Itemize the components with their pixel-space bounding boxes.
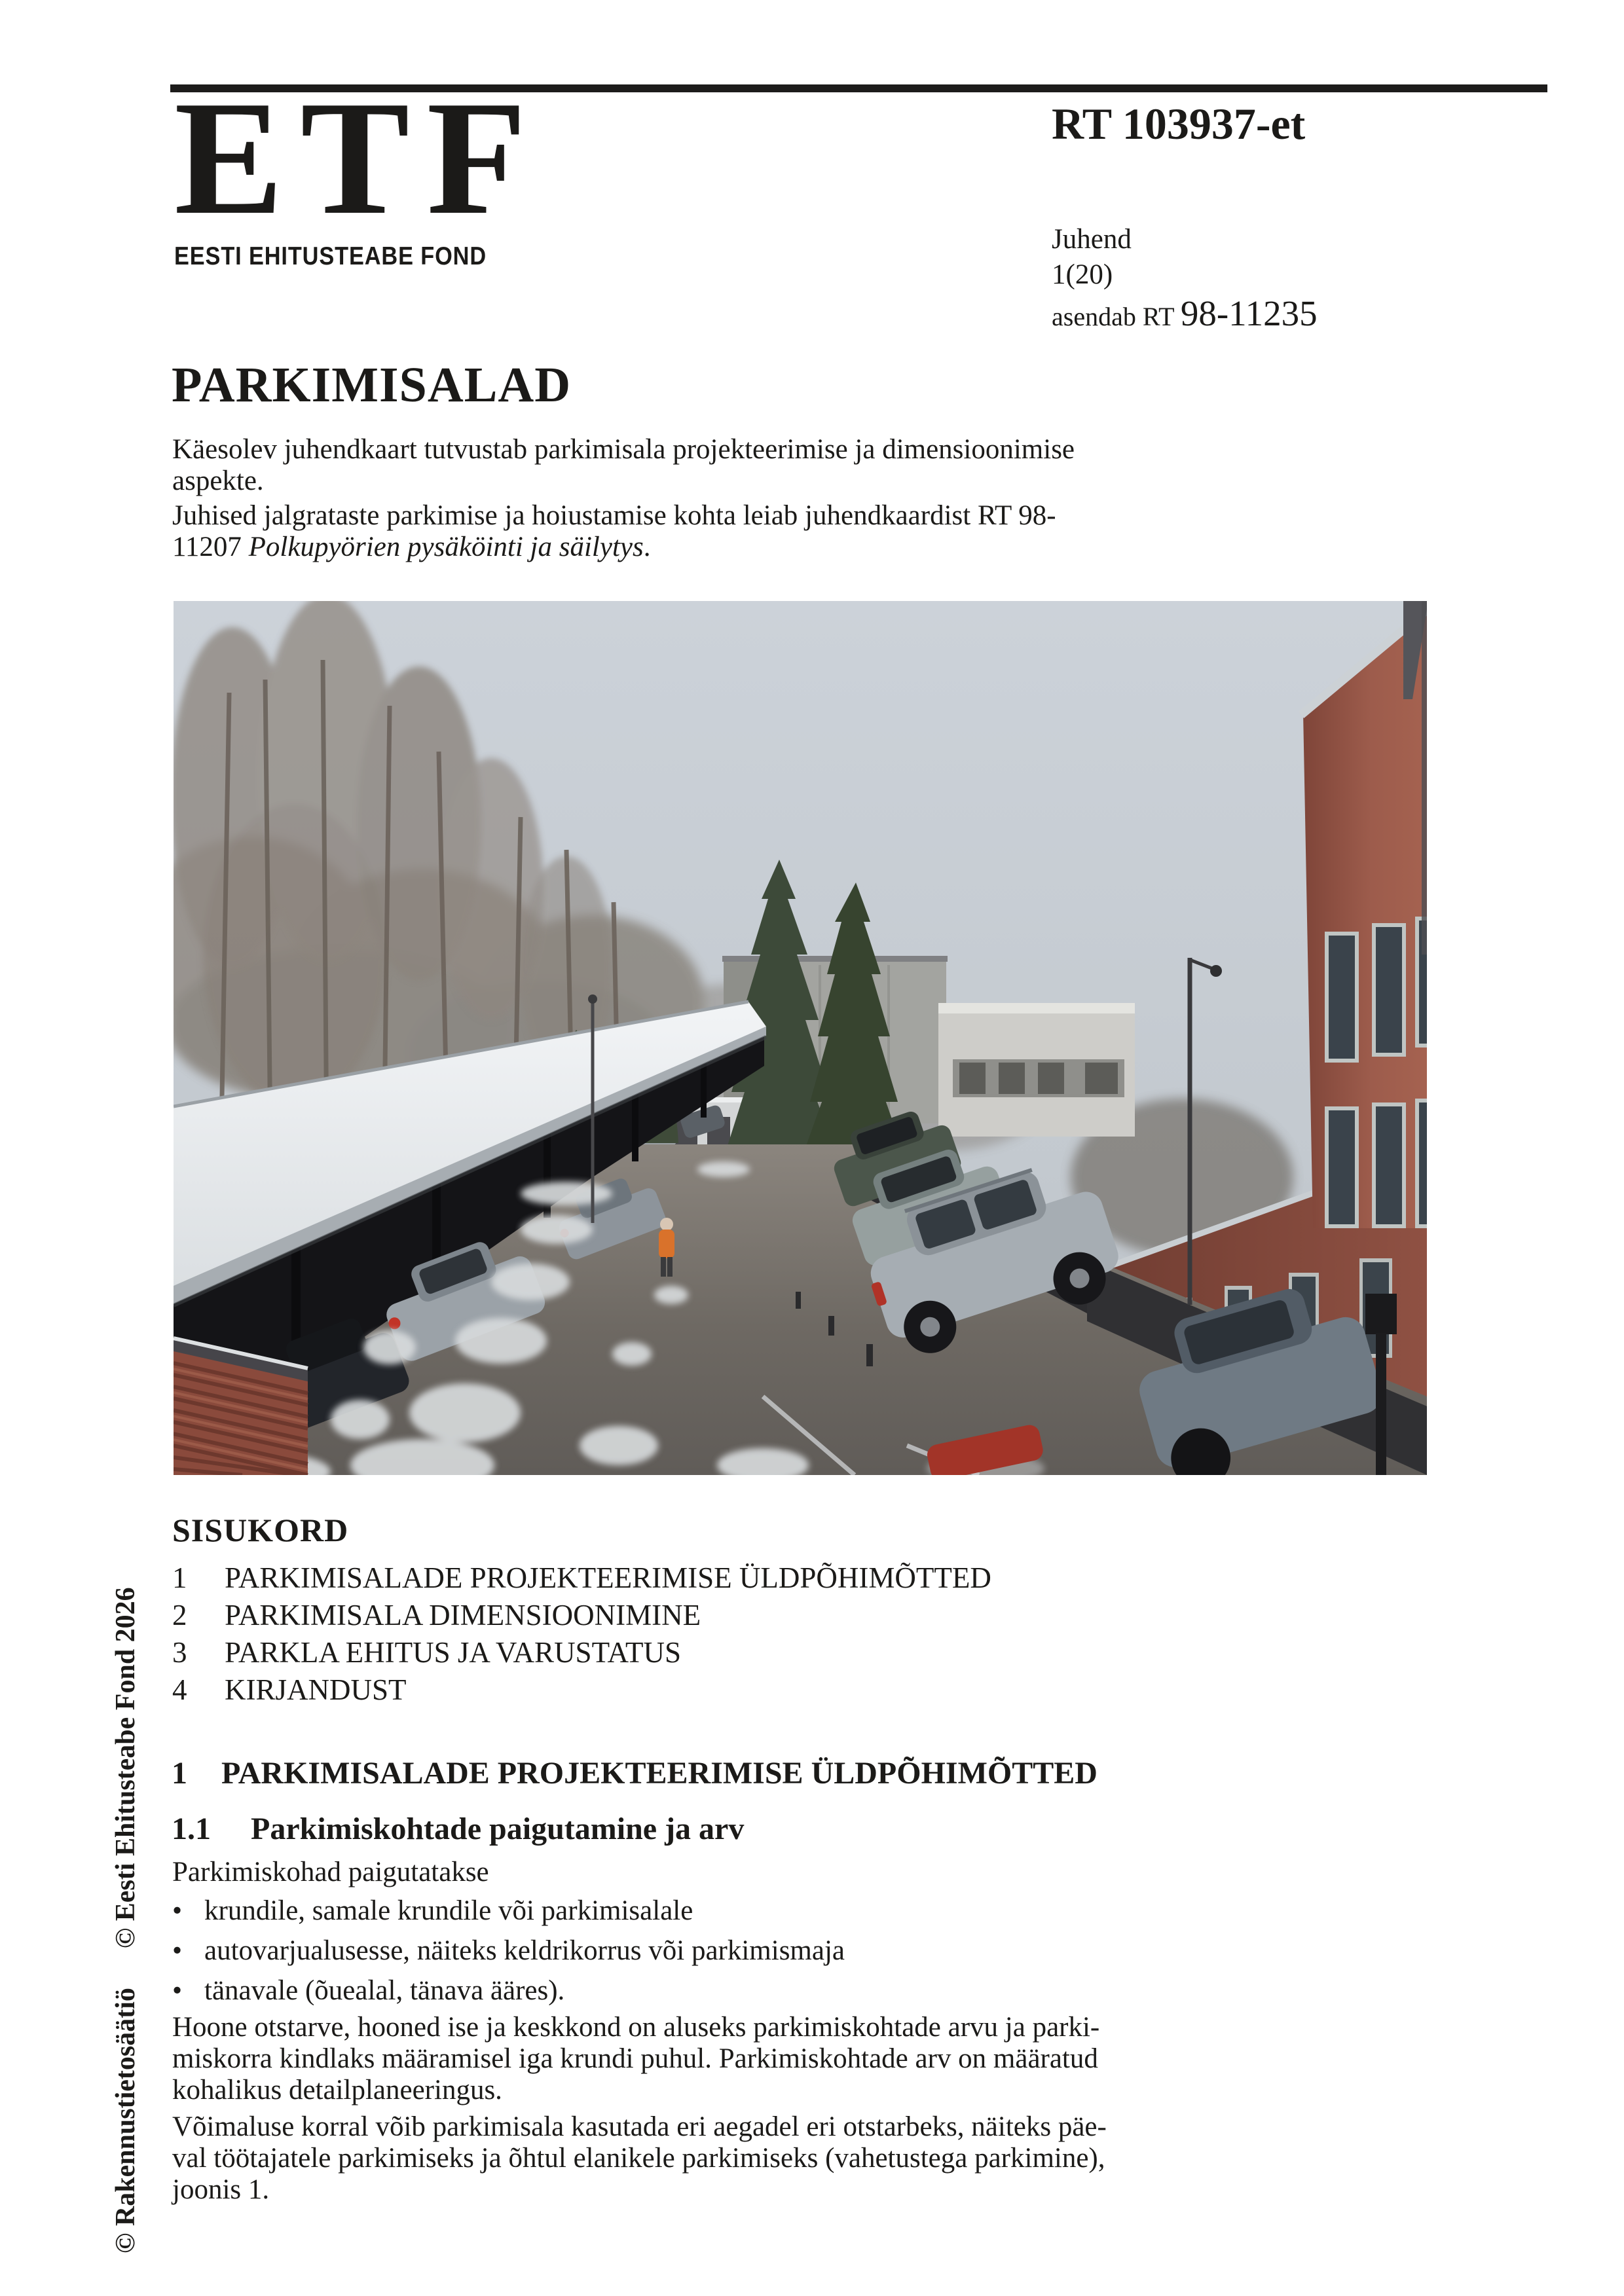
intro-line: Käesolev juhendkaart tutvustab parkimisala projekteerimise ja dimensioonimise <box>172 434 1075 465</box>
toc <box>172 1559 991 1709</box>
toc-item-1: 1 PARKIMISALADE PROJEKTEERIMISE ÜLDPÕHIMÕTTED <box>172 1561 991 1594</box>
body-paragraph-2: Võimaluse korral võib parkimisala kasutada eri aegadel eri otstarbeks, näiteks päe- val töötajatele parkimiseks ja õhtul elanikele parkimiseks (vahetustega parkimine), joonis 1. <box>172 2111 1107 2205</box>
page-number: 1(20) <box>1052 259 1113 290</box>
finnish-reference-title: Polkupyörien pysäköinti ja säilytys <box>248 532 644 562</box>
parking-area-photo <box>174 601 1427 1475</box>
etf-logo-subtitle: EESTI EHITUSTEABE FOND <box>174 242 487 270</box>
replaces-label: asendab RT <box>1052 302 1174 331</box>
bullet-item-3: • tänavale (õuealal, tänava ääres). <box>172 1975 565 2006</box>
intro-text <box>172 434 1194 563</box>
section-1-heading: 1 PARKIMISALADE PROJEKTEERIMISE ÜLDPÕHIMÕTTED <box>172 1756 1098 1791</box>
sidebar-copyright <box>110 1587 141 2253</box>
replaces-code: 98-11235 <box>1180 293 1318 333</box>
body-paragraph-1: Hoone otstarve, hooned ise ja keskkond on aluseks parkimiskohtade arvu ja parki- miskorra kindlaks määramisel iga krundi puhul. Parkimiskohtade arv on määratud kohalikus detailplaneeringus. <box>172 2012 1100 2105</box>
toc-item-4: 4 KIRJANDUST <box>172 1673 407 1706</box>
doc-code: RT 103937-et <box>1052 99 1306 149</box>
white-building <box>938 1003 1135 1137</box>
section-1-1-heading: 1.1 Parkimiskohtade paigutamine ja arv <box>172 1812 745 1846</box>
toc-item-2: 2 PARKIMISALA DIMENSIOONIMINE <box>172 1599 701 1631</box>
bullet-item-2: • autovarjualusesse, näiteks keldrikorrus või parkimismaja <box>172 1935 845 1966</box>
intro-paragraph-1 <box>172 434 1194 497</box>
replaces-note <box>1052 293 1318 334</box>
bullet-list <box>172 1895 845 2015</box>
bullet-item-1: • krundile, samale krundile või parkimisalale <box>172 1895 693 1926</box>
intro-line: 11207 Polkupyörien pysäköinti ja säilytys. <box>172 532 651 562</box>
brick-building-tower <box>1301 601 1427 1228</box>
copyright-etf: © Eesti Ehitusteabe Fond 2026 <box>111 1587 141 1949</box>
intro-paragraph-2 <box>172 500 1194 563</box>
intro-line: aspekte. <box>172 465 264 496</box>
intro-line: Juhised jalgrataste parkimise ja hoiustamise kohta leiab juhendkaardist RT 98- <box>172 500 1056 531</box>
page-title: PARKIMISALAD <box>172 357 572 412</box>
doc-type-label: Juhend <box>1052 224 1132 255</box>
toc-item-3: 3 PARKLA EHITUS JA VARUSTATUS <box>172 1636 681 1669</box>
section-1-1-lead: Parkimiskohad paigutatakse <box>172 1857 489 1887</box>
toc-heading: SISUKORD <box>172 1512 349 1548</box>
copyright-rakennustieto: © Rakennustietosäätiö <box>111 1988 141 2253</box>
etf-logo: ETF <box>174 67 544 249</box>
